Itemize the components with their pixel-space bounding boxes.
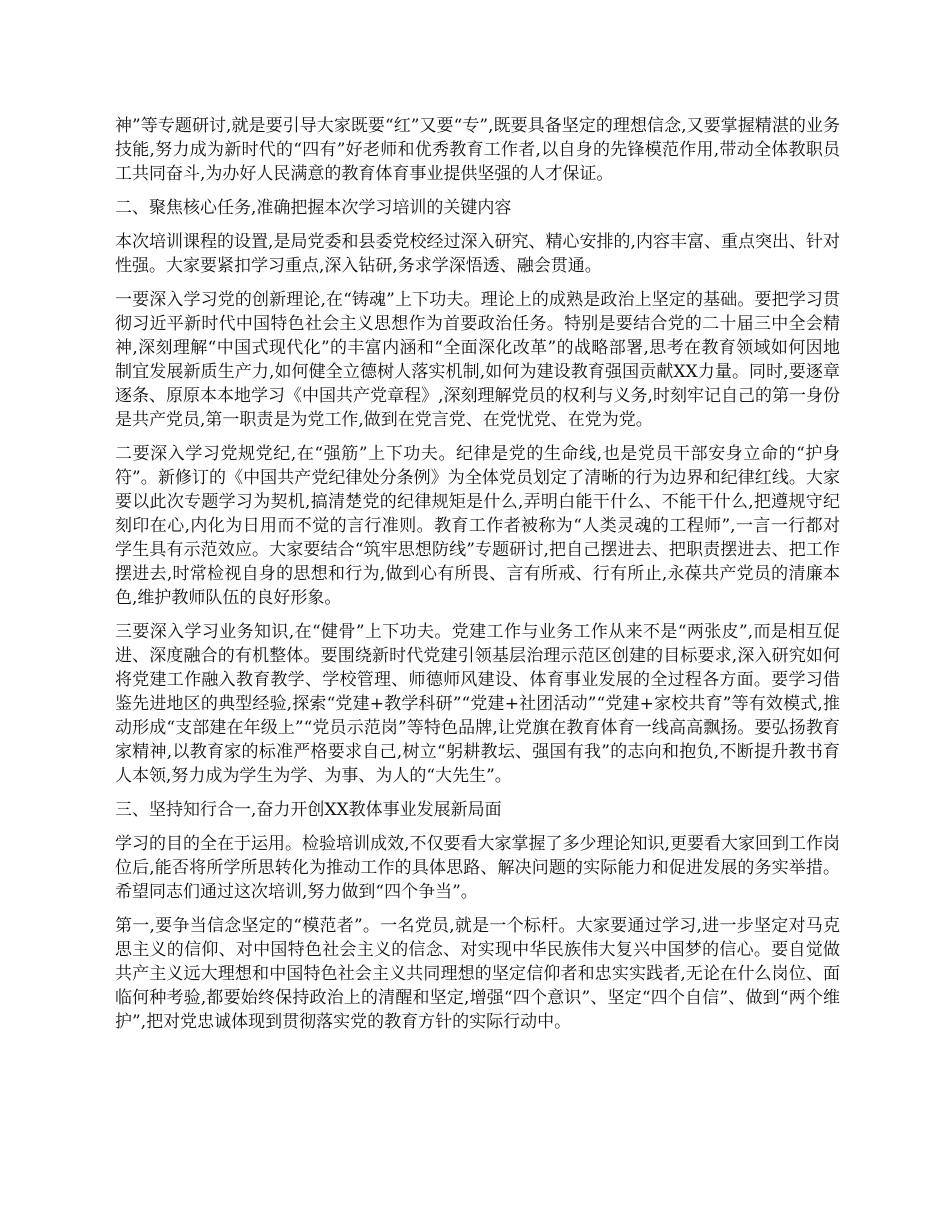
paragraph-training-overview: 本次培训课程的设置,是局党委和县委党校经过深入研究、精心安排的,内容丰富、重点突出、针对性强。大家要紧扣学习重点,深入钻研,务求学深悟透、融会贯通。 (115, 232, 840, 276)
paragraph-point-3: 三要深入学习业务知识,在“健骨”上下功夫。党建工作与业务工作从来不是“两张皮”,而是相互促进、深度融合的有机整体。要围绕新时代党建引领基层治理示范区创建的目标要求,深入研究如何将党建工作融入教育教学、学校管理、师德师风建设、体育事业发展的全过程各方面。要学习借鉴先进地区的典型经验,探索“党建+教学科研”“党建+社团活动”“党建+家校共育”等有效模式,推动形成“支部建在年级上”“党员示范岗”等特色品牌,让党旗在教育体育一线高高飘扬。要弘扬教育家精神,以教育家的标准严格要求自己,树立“躬耕教坛、强国有我”的志向和抱负,不断提升教书育人本领,努力成为学生为学、为事、为人的“大先生”。 (115, 622, 840, 786)
document-page (115, 114, 840, 1044)
paragraph-point-2: 二要深入学习党规党纪,在“强筋”上下功夫。纪律是党的生命线,也是党员干部安身立命的“护身符”。新修订的《中国共产党纪律处分条例》为全体党员划定了清晰的行为边界和纪律红线。大家要以此次专题学习为契机,搞清楚党的纪律规矩是什么,弄明白能干什么、不能干什么,把遵规守纪刻印在心,内化为日用而不觉的言行准则。教育工作者被称为“人类灵魂的工程师”,一言一行都对学生具有示范效应。大家要结合“筑牢思想防线”专题研讨,把自己摆进去、把职责摆进去、把工作摆进去,时常检视自身的思想和行为,做到心有所畏、言有所戒、行有所止,永葆共产党员的清廉本色,维护教师队伍的良好形象。 (115, 444, 840, 608)
section-heading-2: 二、聚焦核心任务,准确把握本次学习培训的关键内容 (115, 198, 512, 218)
paragraph-point-1: 一要深入学习党的创新理论,在“铸魂”上下功夫。理论上的成熟是政治上坚定的基础。要把学习贯彻习近平新时代中国特色社会主义思想作为首要政治任务。特别是要结合党的二十届三中全会精神,深刻理解“中国式现代化”的丰富内涵和“全面深化改革”的战略部署,思考在教育领域如何因地制宜发展新质生产力,如何健全立德树人落实机制,如何为建设教育强国贡献XX力量。同时,要逐章逐条、原原本本地学习《中国共产党章程》,深刻理解党员的权利与义务,时刻牢记自己的第一身份是共产党员,第一职责是为党工作,做到在党言党、在党忧党、在党为党。 (115, 290, 840, 430)
section-heading-3: 三、坚持知行合一,奋力开创XX教体事业发展新局面 (115, 800, 502, 820)
paragraph-intro-continuation: 神”等专题研讨,就是要引导大家既要“红”又要“专”,既要具备坚定的理想信念,又要掌握精湛的业务技能,努力成为新时代的“四有”好老师和优秀教育工作者,以自身的先锋模范作用,带动全体教职员工共同奋斗,为办好人民满意的教育体育事业提供坚强的人才保证。 (115, 116, 840, 184)
paragraph-practice-intro: 学习的目的全在于运用。检验培训成效,不仅要看大家掌握了多少理论知识,更要看大家回到工作岗位后,能否将所学所思转化为推动工作的具体思路、解决问题的实际能力和促进发展的务实举措。希望同志们通过这次培训,努力做到“四个争当”。 (115, 834, 840, 902)
paragraph-first-aspiration: 第一,要争当信念坚定的“模范者”。一名党员,就是一个标杆。大家要通过学习,进一步坚定对马克思主义的信仰、对中国特色社会主义的信念、对实现中华民族伟大复兴中国梦的信心。要自觉做共产主义远大理想和中国特色社会主义共同理想的坚定信仰者和忠实实践者,无论在什么岗位、面临何种考验,都要始终保持政治上的清醒和坚定,增强“四个意识”、坚定“四个自信”、做到“两个维护”,把对党忠诚体现到贯彻落实党的教育方针的实际行动中。 (115, 916, 840, 1032)
